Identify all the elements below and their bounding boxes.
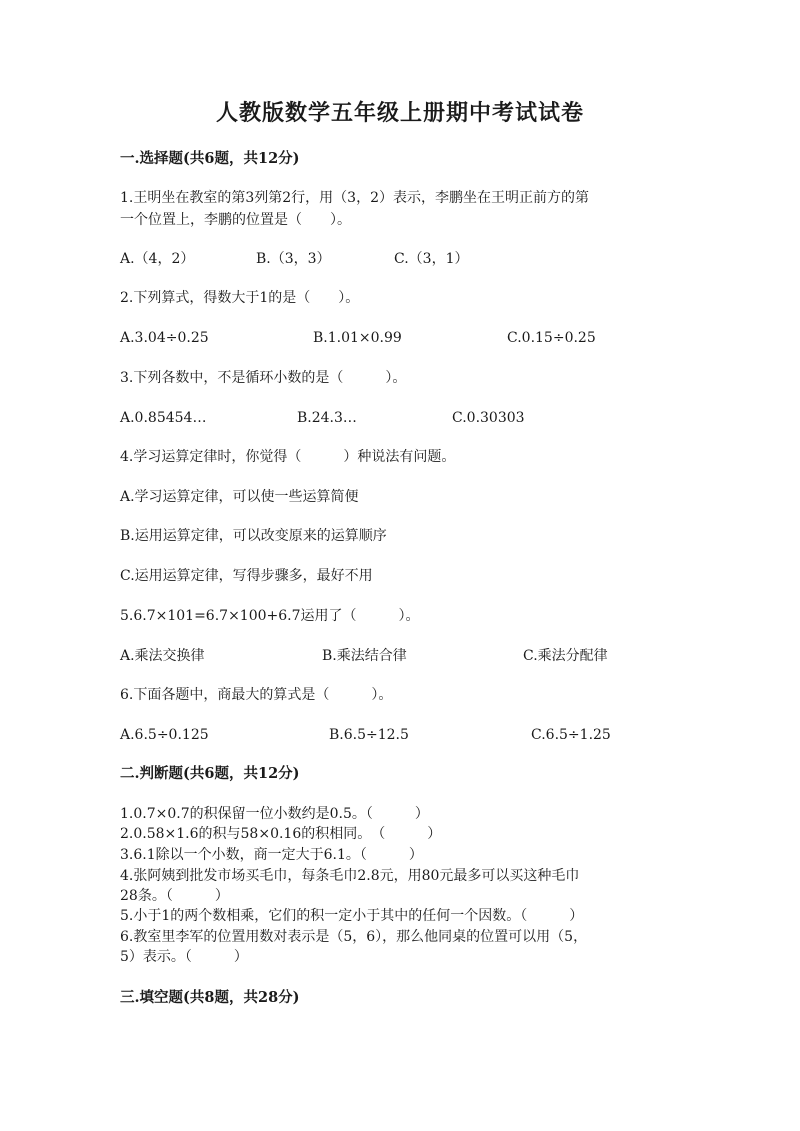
option-b: B.1.01×0.99 xyxy=(313,330,402,346)
judgment-line: 28条。（ ） xyxy=(120,888,229,904)
option-c: C.运用运算定律，写得步骤多，最好不用 xyxy=(120,568,373,584)
option-b: B.（3，3） xyxy=(256,251,331,267)
option-b: B.乘法结合律 xyxy=(322,648,407,664)
question-stem: 2.下列算式，得数大于1的是（ ）。 xyxy=(120,290,360,306)
option-b: B.6.5÷12.5 xyxy=(329,727,409,743)
judgment-line: 3.6.1除以一个小数，商一定大于6.1。（ ） xyxy=(120,847,423,863)
question-stem: 6.下面各题中，商最大的算式是（ ）。 xyxy=(120,687,393,703)
judgment-line: 5）表示。（ ） xyxy=(120,949,248,965)
option-a: A.0.85454… xyxy=(120,410,207,426)
option-c: C.6.5÷1.25 xyxy=(531,727,611,743)
option-c: C.（3，1） xyxy=(394,251,469,267)
option-a: A.乘法交换律 xyxy=(120,648,205,664)
question-stem: 4.学习运算定律时，你觉得（ ）种说法有问题。 xyxy=(120,449,456,465)
option-c: C.0.15÷0.25 xyxy=(507,330,596,346)
judgment-line: 5.小于1的两个数相乘，它们的积一定小于其中的任何一个因数。（ ） xyxy=(120,908,584,924)
judgment-line: 4.张阿姨到批发市场买毛巾，每条毛巾2.8元，用80元最多可以买这种毛巾 xyxy=(120,868,580,884)
section-heading-choice: 一.选择题(共6题，共12分) xyxy=(120,150,300,167)
question-stem: 5.6.7×101=6.7×100+6.7运用了（ ）。 xyxy=(120,608,420,624)
judgment-line: 6.教室里李军的位置用数对表示是（5，6），那么他同桌的位置可以用（5， xyxy=(120,929,588,945)
judgment-line: 2.0.58×1.6的积与58×0.16的积相同。 （ ） xyxy=(120,826,442,842)
option-a: A.学习运算定律，可以使一些运算简便 xyxy=(120,489,359,505)
option-b: B.运用运算定律，可以改变原来的运算顺序 xyxy=(120,528,387,544)
question-stem: 3.下列各数中，不是循环小数的是（ ）。 xyxy=(120,370,407,386)
option-a: A.（4，2） xyxy=(120,251,195,267)
question-stem: 1.王明坐在教室的第3列第2行，用（3，2）表示，李鹏坐在王明正前方的第 xyxy=(120,190,589,206)
option-c: C.乘法分配律 xyxy=(523,648,608,664)
option-c: C.0.30303 xyxy=(452,410,525,426)
option-b: B.24.3… xyxy=(297,410,357,426)
section-heading-judgment: 二.判断题(共6题，共12分) xyxy=(120,765,300,782)
option-a: A.3.04÷0.25 xyxy=(120,330,209,346)
question-stem: 一个位置上，李鹏的位置是（ ）。 xyxy=(120,212,351,228)
section-heading-fill: 三.填空题(共8题，共28分) xyxy=(120,989,300,1006)
option-a: A.6.5÷0.125 xyxy=(120,727,209,743)
page-title: 人教版数学五年级上册期中考试试卷 xyxy=(215,100,584,126)
judgment-line: 1.0.7×0.7的积保留一位小数约是0.5。（ ） xyxy=(120,806,429,822)
